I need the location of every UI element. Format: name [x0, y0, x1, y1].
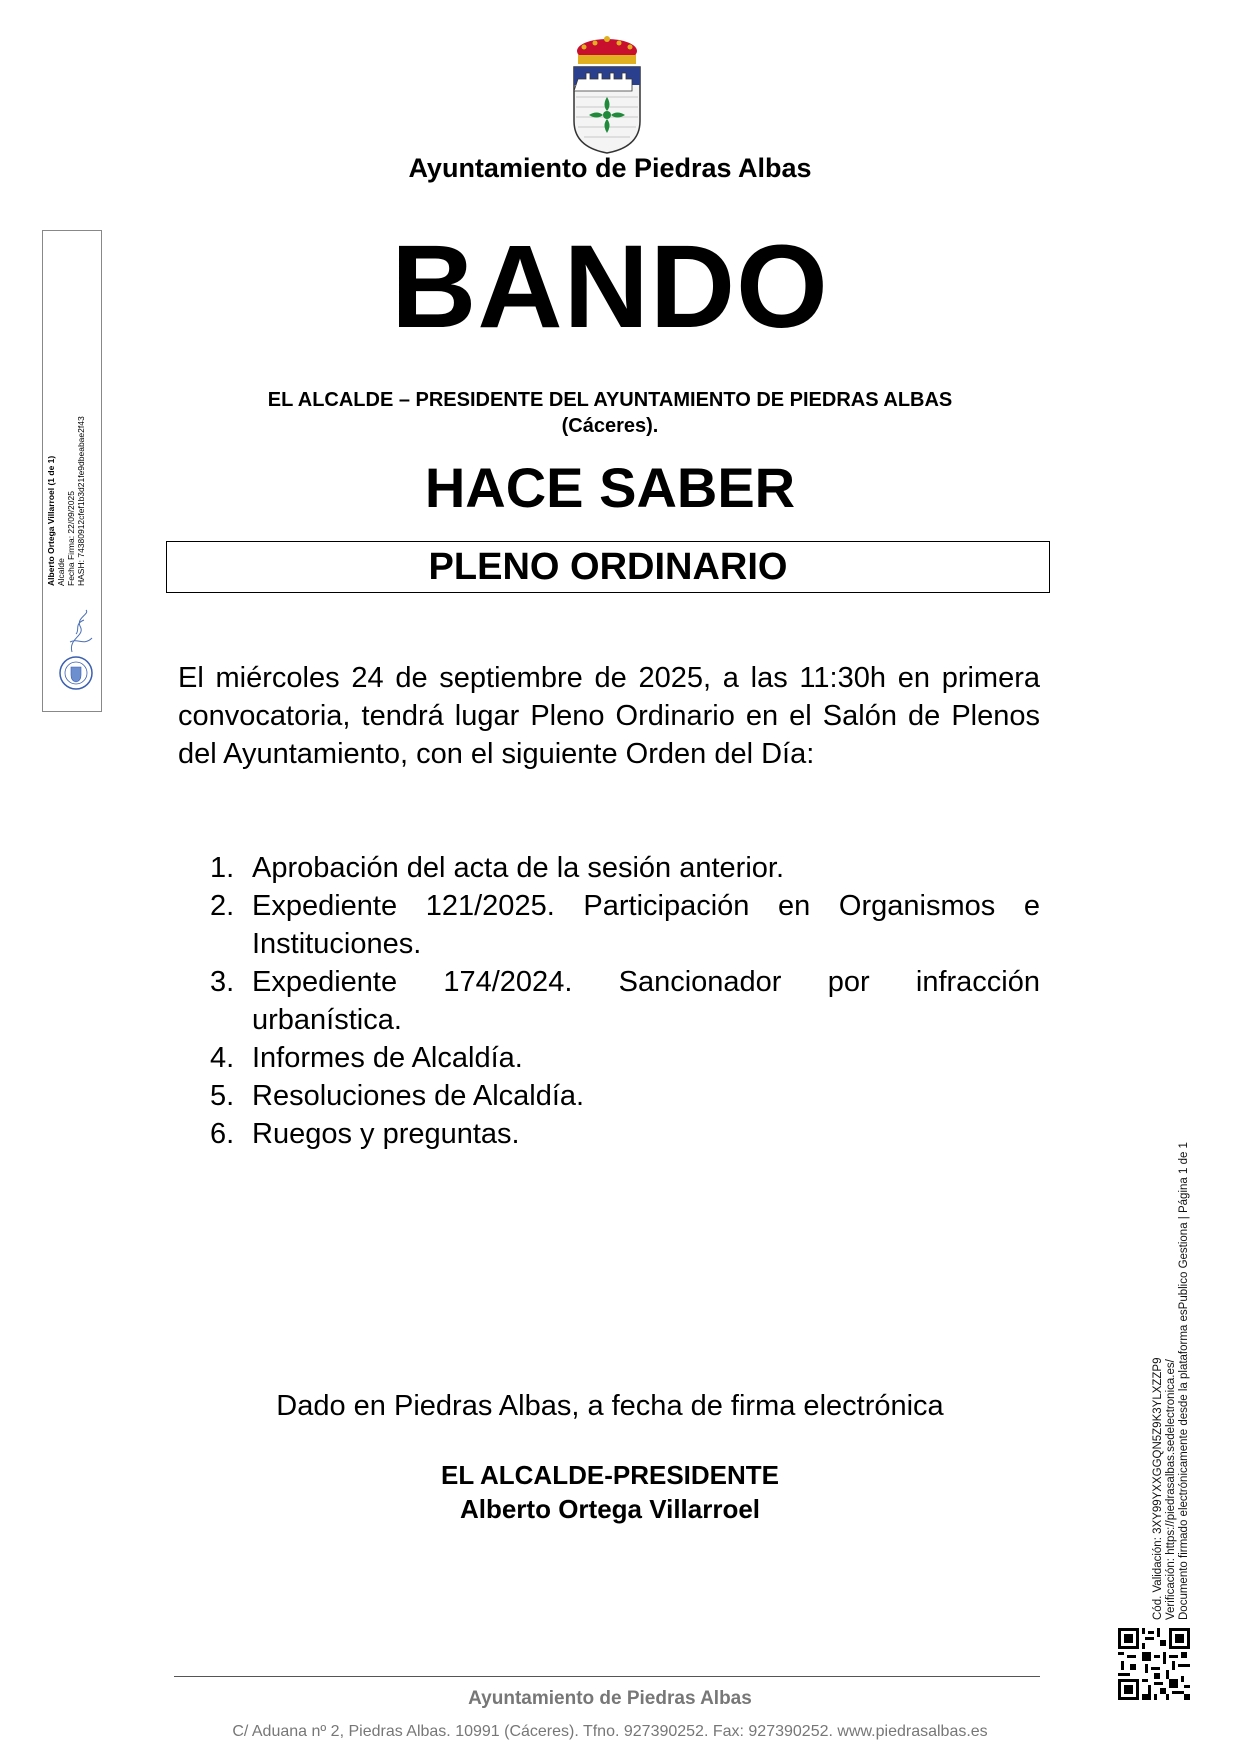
agenda-item-number: 1.: [210, 852, 235, 884]
agenda-item-text: Expediente 121/2025. Participación en Organismos e Instituciones.: [252, 890, 1040, 960]
agenda-item-text: Expediente 174/2024. Sancionador por infracción urbanística.: [252, 966, 1040, 1036]
signer-role: EL ALCALDE-PRESIDENTE: [440, 1460, 780, 1490]
body-paragraph: El miércoles 24 de septiembre de 2025, a las 11:30h en primera convocatoria, tendrá lugar Pleno Ordinario en el Salón de Plenos del Ayuntamiento, con el siguiente Orden del Día:: [178, 662, 1040, 770]
stamp-role: Alcalde: [56, 558, 66, 586]
stamp-signer: Alberto Ortega Villarroel (1 de 1): [46, 455, 56, 586]
document-title: BANDO: [391, 221, 829, 353]
validation-platform: Documento firmado electrónicamente desde la plataforma esPublico Gestiona | Página 1 de 1: [1178, 1142, 1190, 1620]
validation-url: Verificación: https://piedrasalbas.sedelectronica.es/: [1165, 1359, 1177, 1620]
validation-code: Cód. Validación: 3XY99YXXGGQN5Z9K3YLXZZP9: [1152, 1357, 1164, 1620]
agenda-item: [210, 963, 1040, 1039]
agenda-item: [210, 849, 1040, 887]
agenda-item-number: 5.: [210, 1080, 235, 1112]
agenda-item-text: Resoluciones de Alcaldía.: [252, 1080, 585, 1112]
agenda-list: [210, 849, 1040, 1153]
subject-box: [166, 541, 1050, 593]
signature-stamp-text: [46, 386, 86, 586]
agenda-item-number: 6.: [210, 1118, 235, 1150]
official-seal-icon: [58, 655, 94, 691]
footer-divider: [174, 1676, 1040, 1677]
agenda-item-number: 2.: [210, 890, 235, 922]
agenda-item-number: 3.: [210, 966, 235, 998]
handwritten-signature-icon: [66, 608, 94, 654]
agenda-item: [210, 1115, 1040, 1153]
agenda-item-number: 4.: [210, 1042, 235, 1074]
issuer-line-1: EL ALCALDE – PRESIDENTE DEL AYUNTAMIENTO DE PIEDRAS ALBAS: [267, 389, 953, 411]
agenda-item-text: Aprobación del acta de la sesión anterior.: [252, 852, 785, 884]
agenda-item: [210, 1077, 1040, 1115]
given-at-line: Dado en Piedras Albas, a fecha de firma electrónica: [276, 1390, 944, 1422]
agenda-item-text: Ruegos y preguntas.: [252, 1118, 520, 1150]
validation-text: [1152, 1100, 1191, 1620]
agenda-item: [210, 1039, 1040, 1077]
footer-address: C/ Aduana nº 2, Piedras Albas. 10991 (Cáceres). Tfno. 927390252. Fax: 927390252. www.piedrasalbas.es: [232, 1723, 988, 1740]
stamp-hash: HASH: 74380912cfef1b3d21fe9dbeabae2f43: [76, 416, 86, 586]
footer-org-name: Ayuntamiento de Piedras Albas: [468, 1688, 752, 1709]
issuer-line-2: (Cáceres).: [561, 415, 659, 437]
coat-of-arms-logo: [570, 35, 644, 155]
qr-code-icon: [1118, 1628, 1190, 1700]
header-org-name: Ayuntamiento de Piedras Albas: [408, 153, 812, 183]
agenda-item-text: Informes de Alcaldía.: [252, 1042, 523, 1074]
issuer: [140, 387, 1080, 439]
subject-label: PLENO ORDINARIO: [428, 546, 788, 588]
signer-name: Alberto Ortega Villarroel: [459, 1494, 761, 1524]
stamp-date: Fecha Firma: 22/09/2025: [66, 491, 76, 586]
agenda-item: [210, 887, 1040, 963]
proclamation-heading: HACE SABER: [424, 456, 796, 519]
